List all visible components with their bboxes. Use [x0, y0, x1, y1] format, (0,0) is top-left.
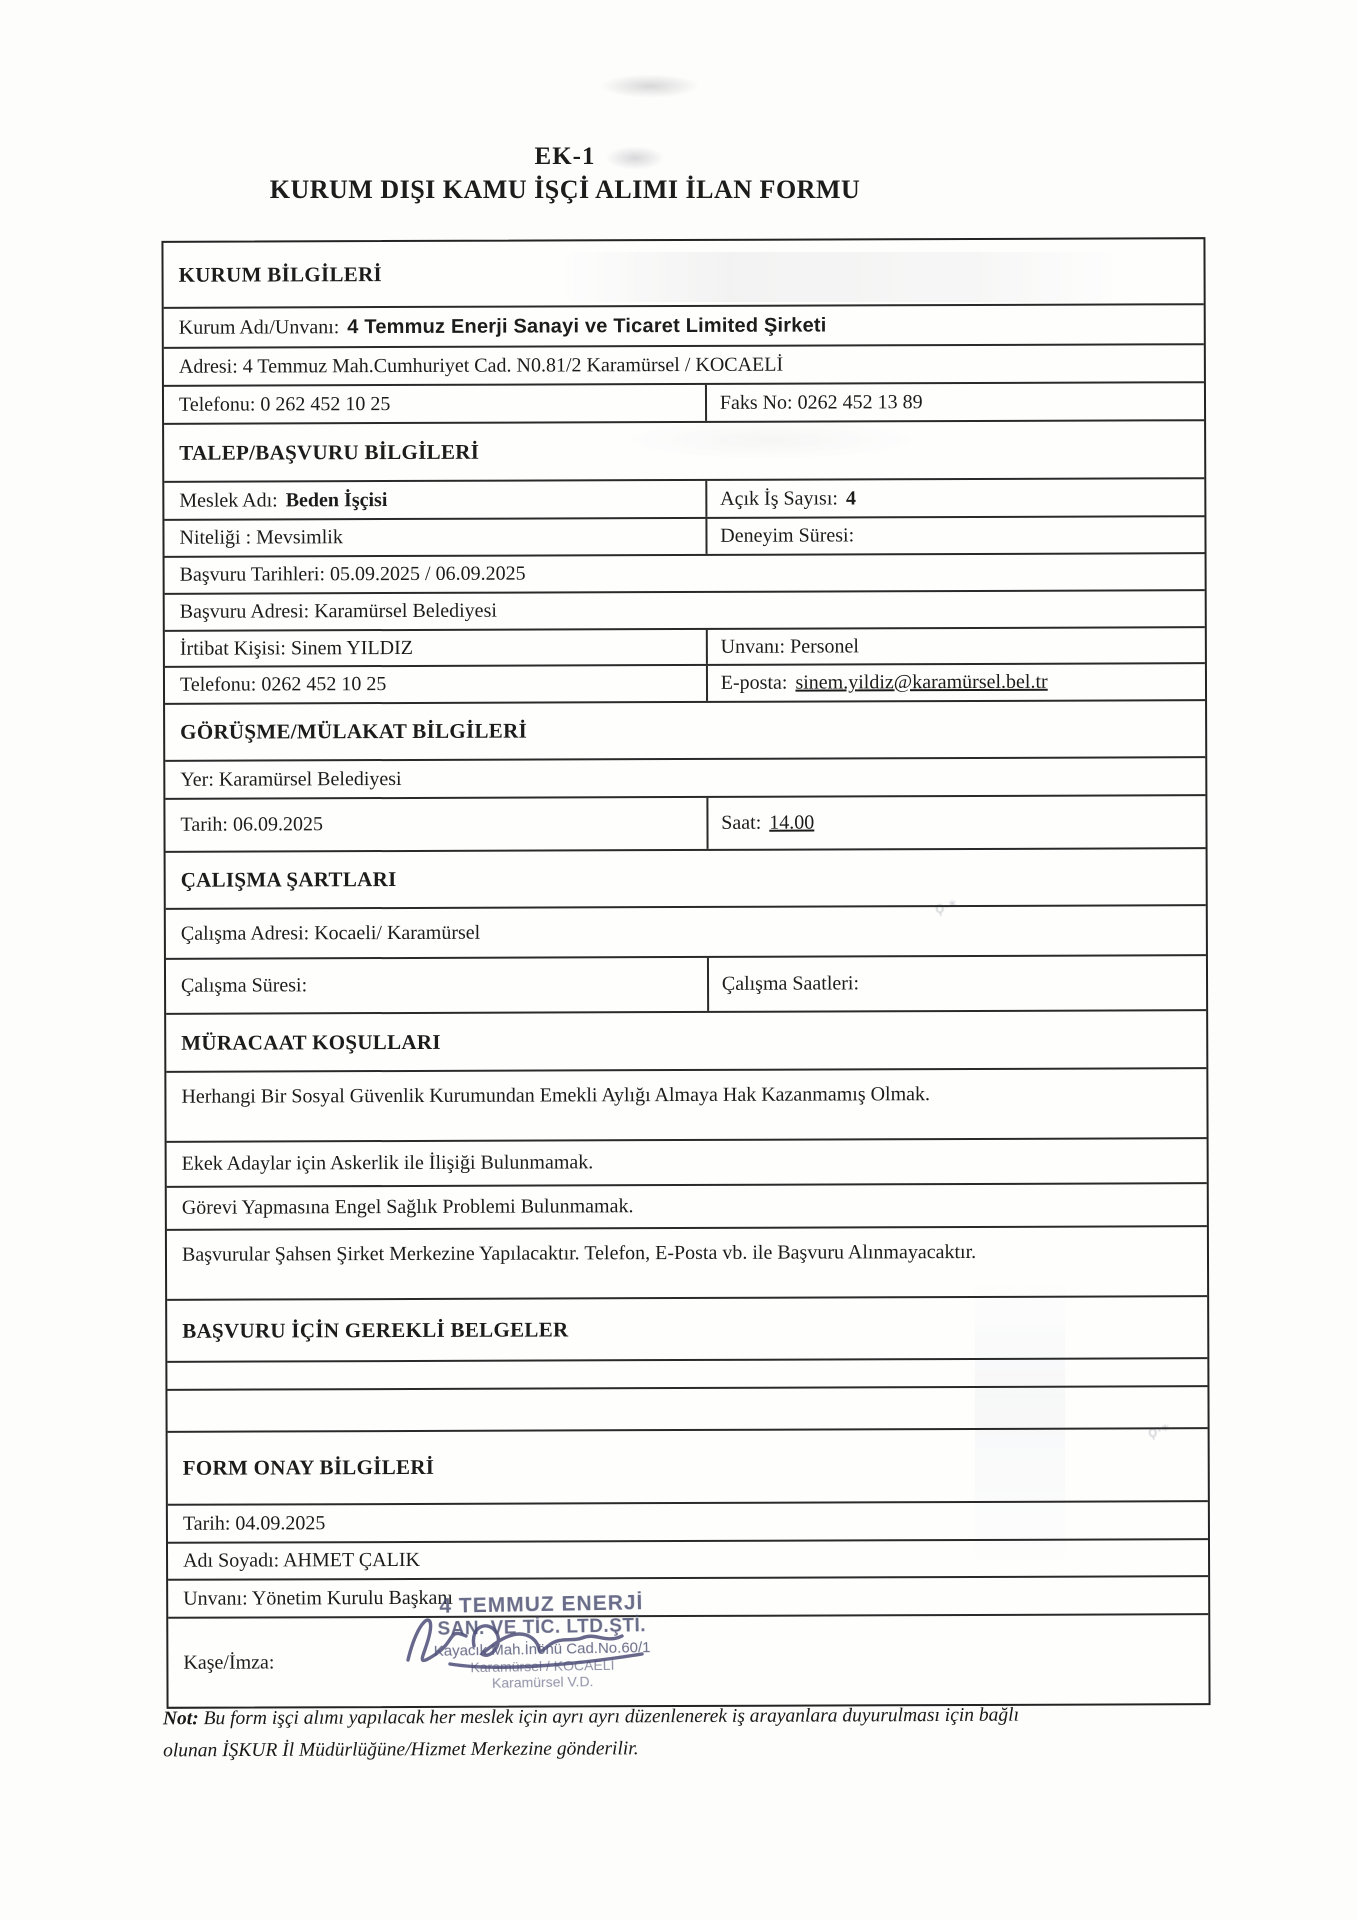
title-block [0, 143, 1130, 205]
row-kosul-2 [167, 1137, 1207, 1186]
field-text: Deneyim Süresi: [720, 524, 855, 547]
row-meslek-acikis [164, 477, 1204, 519]
row-calisma-adresi [166, 904, 1206, 958]
note-line-1 [163, 1699, 1243, 1736]
row-adi-soyadi [168, 1538, 1208, 1579]
field-text: Unvanı: Yönetim Kurulu Başkanı [183, 1586, 453, 1610]
section-kurum-bilgileri [163, 239, 1203, 307]
condition-text: Herhangi Bir Sosyal Güvenlik Kurumundan Emekli Aylığı Almaya Hak Kazanmamış Olmak. [181, 1083, 931, 1108]
field-text: Tarih: 04.09.2025 [182, 1511, 326, 1535]
section-title: TALEP/BAŞVURU BİLGİLERİ [179, 439, 480, 465]
field-text: Faks No: 0262 452 13 89 [719, 390, 923, 414]
cell-eposta [706, 664, 1205, 701]
row-kurum-adi [164, 303, 1204, 347]
row-telefon-faks [164, 381, 1204, 423]
row-nitelik-deneyim [164, 515, 1204, 556]
condition-text: Görevi Yapmasına Engel Sağlık Problemi Bulunmamak. [181, 1195, 634, 1219]
row-adres [164, 343, 1204, 385]
row-sure-saatler [166, 954, 1206, 1013]
cell-calisma-suresi [166, 958, 707, 1013]
field-text: Adresi: 4 Temmuz Mah.Cumhuriyet Cad. N0.81/2 Karamürsel / KOCAELİ [178, 353, 784, 378]
section-title: GÖRÜŞME/MÜLAKAT BİLGİLERİ [180, 718, 528, 744]
row-tarih-saat [165, 794, 1205, 851]
condition-text: Ekek Adaylar için Askerlik ile İlişiği Bulunmamak. [181, 1151, 594, 1175]
field-text: Niteliği : Mevsimlik [179, 526, 343, 549]
field-value: 4 Temmuz Enerji Sanayi ve Ticaret Limited Şirketi [347, 314, 827, 338]
cell-saat [706, 796, 1205, 849]
field-value: 14.00 [769, 811, 815, 834]
cell-deneyim [705, 517, 1204, 554]
form-title: KURUM DIŞI KAMU İŞÇİ ALIMI İLAN FORMU [269, 175, 861, 204]
field-text: Telefonu: 0262 452 10 25 [179, 673, 387, 696]
cell-calisma-saatleri [707, 956, 1206, 1011]
field-label: Meslek Adı: [179, 488, 278, 512]
row-irtibat-unvan [165, 626, 1205, 666]
field-value: 4 [845, 486, 856, 509]
field-text: İrtibat Kişisi: Sinem YILDIZ [179, 636, 414, 660]
row-onay-tarih [168, 1500, 1208, 1542]
section-title: FORM ONAY BİLGİLERİ [182, 1454, 435, 1480]
cell-nitelik [164, 519, 705, 556]
stamp-line: Karamürsel V.D. [491, 1673, 594, 1691]
field-text: Çalışma Adresi: Kocaeli/ Karamürsel [180, 921, 481, 945]
field-label: Kaşe/İmza: [183, 1650, 275, 1674]
row-kosul-4 [167, 1225, 1207, 1299]
field-label: Kurum Adı/Unvanı: [178, 315, 340, 339]
stamp-line: Kayacık Mah.İnönü Cad.No.60/1 [433, 1639, 651, 1660]
note-label: Not: [162, 1708, 199, 1730]
section-title: ÇALIŞMA ŞARTLARI [180, 867, 397, 892]
field-text: Tarih: 06.09.2025 [180, 813, 324, 836]
cell-acik-is [705, 479, 1204, 517]
stamp-line: Karamürsel / KOCAELİ [470, 1656, 615, 1676]
section-muracaat-kosullari [166, 1009, 1206, 1071]
cell-irtibat [165, 630, 706, 666]
field-label: Saat: [721, 811, 762, 834]
section-title: MÜRACAAT KOŞULLARI [181, 1029, 441, 1055]
row-basvuru-tarihleri [165, 552, 1205, 593]
row-basvuru-adresi [165, 589, 1205, 630]
field-text: Unvanı: Personel [720, 634, 860, 658]
field-value: Beden İşçisi [285, 488, 388, 511]
pencil-mark: ϙ·* [933, 896, 958, 918]
form-tag: EK-1 [534, 143, 596, 170]
stamp-line: SAN. VE TİC. LTD.ŞTİ. [437, 1615, 647, 1640]
section-title: BAŞVURU İÇİN GEREKLİ BELGELER [182, 1316, 569, 1343]
cell-unvan [706, 628, 1205, 664]
row-kase-imza [168, 1613, 1208, 1707]
form-table [161, 237, 1210, 1709]
field-text: Başvuru Adresi: Karamürsel Belediyesi [179, 599, 497, 623]
note-line-2 [163, 1731, 1243, 1768]
row-telefon-eposta [165, 662, 1205, 703]
field-label: Açık İş Sayısı: [720, 486, 838, 510]
section-talep-basvuru [164, 419, 1204, 481]
row-kosul-1 [166, 1067, 1206, 1141]
empty-row [167, 1357, 1207, 1389]
row-kosul-3 [167, 1182, 1207, 1229]
field-text: Başvuru Tarihleri: 05.09.2025 / 06.09.2025 [179, 562, 526, 586]
section-form-onay [168, 1427, 1208, 1504]
email-link: sinem.yildiz@karamürsel.bel.tr [795, 670, 1048, 694]
empty-row [167, 1385, 1207, 1431]
cell-tarih [165, 798, 706, 851]
pencil-mark: ϙ·* [1146, 1420, 1171, 1442]
row-yer [165, 756, 1205, 798]
cell-telefon [164, 385, 705, 423]
cell-meslek [164, 481, 705, 519]
cell-faks [705, 383, 1204, 421]
field-text: Çalışma Saatleri: [721, 972, 860, 995]
footer-note [163, 1699, 1243, 1768]
field-text: Yer: Karamürsel Belediyesi [180, 767, 402, 791]
section-title: KURUM BİLGİLERİ [178, 261, 383, 287]
field-text: Adı Soyadı: AHMET ÇALIK [183, 1548, 420, 1572]
note-text: Bu form işçi alımı yapılacak her meslek için ayrı ayrı düzenlenerek iş arayanlara duyurulması için bağlı [203, 1704, 1020, 1730]
stamp-line: 4 TEMMUZ ENERJİ [439, 1591, 644, 1618]
field-label: E-posta: [720, 671, 788, 694]
section-calisma-sartlari [166, 847, 1206, 908]
cell-telefon2 [165, 666, 706, 703]
note-text: olunan İŞKUR İl Müdürlüğüne/Hizmet Merkezine gönderilir. [163, 1738, 639, 1762]
field-text: Telefonu: 0 262 452 10 25 [178, 392, 391, 416]
field-text: Çalışma Süresi: [181, 974, 308, 997]
condition-text: Başvurular Şahsen Şirket Merkezine Yapılacaktır. Telefon, E-Posta vb. ile Başvuru Alınmayacaktır. [181, 1240, 977, 1266]
section-gerekli-belgeler [167, 1295, 1207, 1361]
row-onay-unvan [168, 1575, 1208, 1617]
scan-smudge [600, 74, 700, 98]
section-gorusme-mulakat [165, 699, 1205, 760]
